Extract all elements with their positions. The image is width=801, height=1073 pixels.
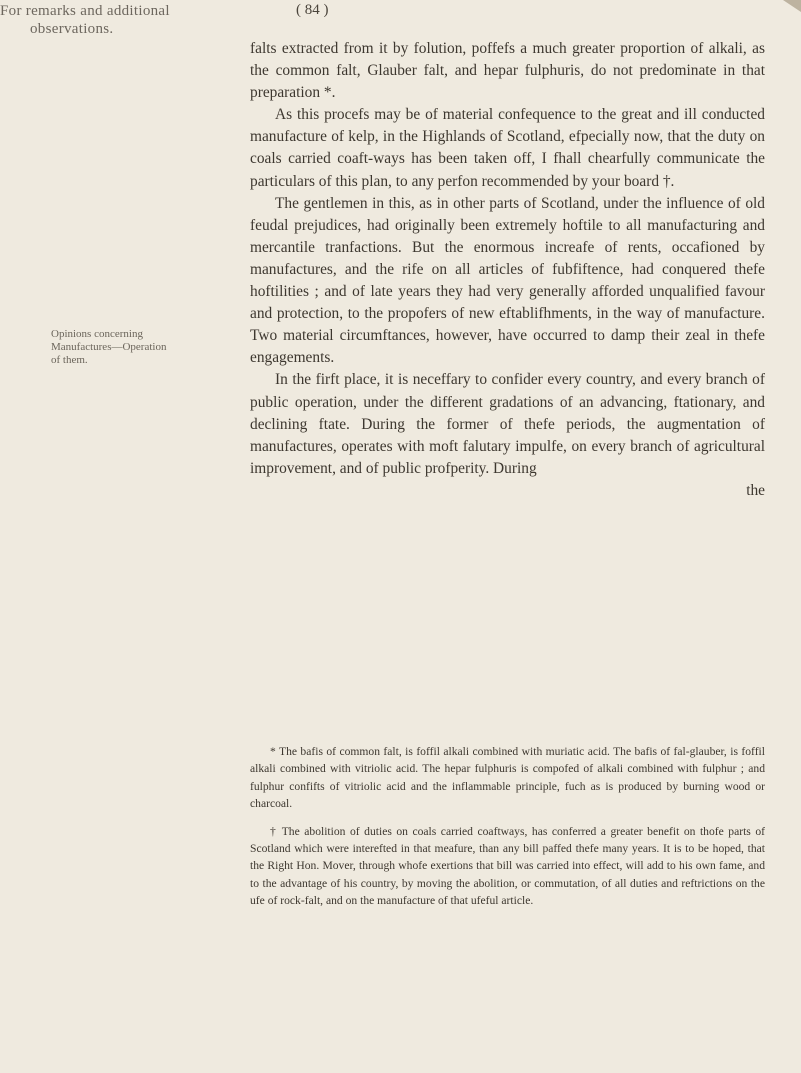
footnote-1: * The bafis of common falt, is foffil alkali combined with muriatic acid. The bafis of fal-glauber, is foffil alkali combined with vitriolic acid. The hepar fulphuris is compofed of alkali combined with fulphur ; and fulphur confifts of vitriolic acid and the inflammable principle, fuch as is produced by burning wood or charcoal.	[250, 745, 765, 811]
running-head	[0, 2, 240, 38]
paragraph-3: The gentlemen in this, as in other parts of Scotland, under the influence of old feudal prejudices, had originally been extremely hoftile to all manufacturing and mercantile tranfactions. But the enormous increafe of rents, occafioned by manufactures, and the rife on all articles of fubfiftence, had conquered thefe hoftilities ; and of late years they had very generally afforded unqualified favour and protection, to the propofers of new eftablifhments, in the way of manufacture. Two material circumftances, however, have occurred to damp their zeal in thefe engagements.	[250, 194, 765, 367]
footnotes	[250, 743, 765, 920]
page-number: ( 84 )	[296, 2, 329, 18]
running-head-line-1: For remarks and additional	[0, 3, 170, 19]
running-head-line-2: observations.	[30, 21, 114, 37]
margin-note: Opinions concerning Manufactures—Operation of them.	[51, 328, 167, 366]
paragraph-1: falts extracted from it by folution, poffefs a much greater proportion of alkali, as the common falt, Glauber falt, and hepar fulphuris, do not predominate in that preparation *.	[250, 40, 765, 102]
catchword: the	[746, 481, 765, 499]
paragraph-2: As this procefs may be of material confequence to the great and ill conducted manufacture of kelp, in the Highlands of Scotland, efpecially now, that the duty on coals carried coaft-ways has been taken off, I fhall chearfully communicate the particulars of this plan, to any perfon recommended by your board †.	[250, 106, 765, 190]
corner-stain	[783, 0, 801, 12]
main-text	[250, 38, 765, 502]
paragraph-4: In the firft place, it is neceffary to confider every country, and every branch of public operation, under the different gradations of an advancing, ftationary, and declining ftate. During the former of thefe periods, the augmentation of manufactures, operates with moft falutary impulfe, on every branch of agricultural improvement, and of public profperity. During	[250, 371, 765, 477]
footnote-2: † The abolition of duties on coals carried coaftways, has conferred a greater benefit on thofe parts of Scotland which were interefted in that meafure, than any bill paffed thefe many years. It is to be hoped, that the Right Hon. Mover, through whofe exertions that bill was carried into effect, will add to his own fame, and to the advantage of his country, by moving the abolition, or commutation, of all duties and reftrictions on the ufe of rock-falt, and on the manufacture of that ufeful article.	[250, 824, 765, 908]
